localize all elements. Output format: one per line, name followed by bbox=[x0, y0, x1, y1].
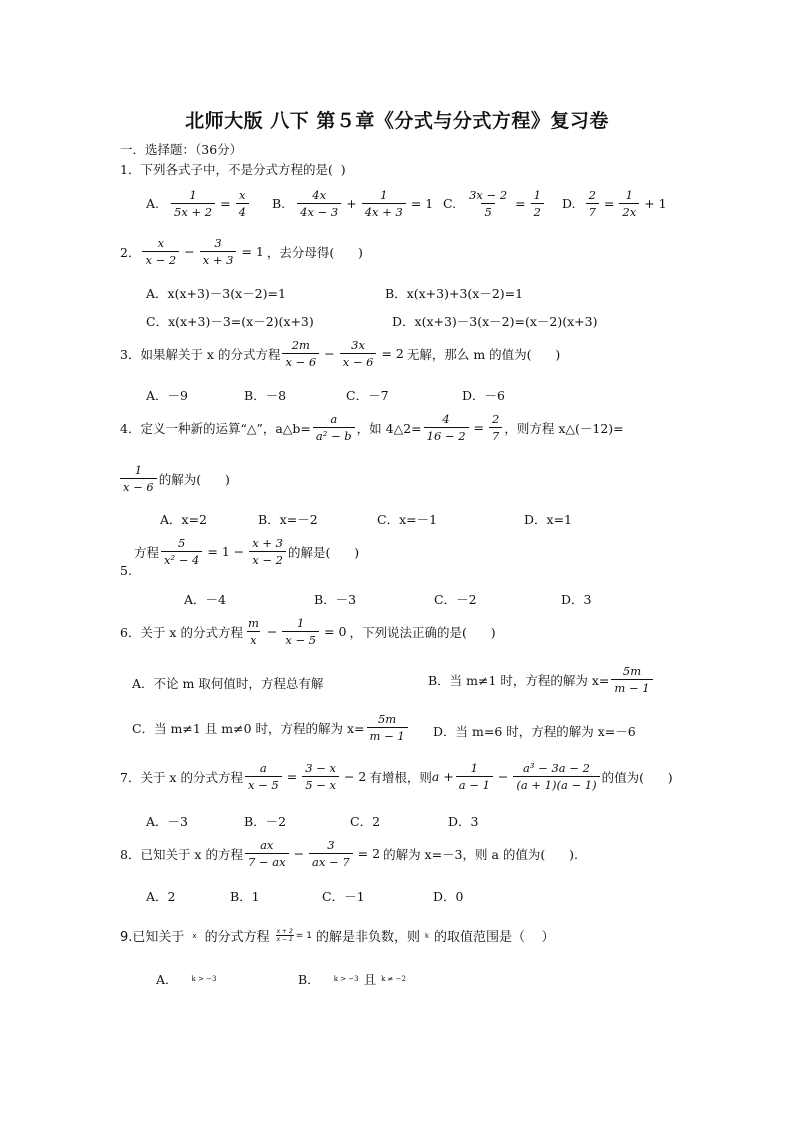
fraction: $\frac{2}{7}$ bbox=[586, 188, 599, 219]
question-7-stem: 7．关于 x 的分式方程 $\frac{a}{x - 5}$ = $\frac{3 - x}{5 - x}$ − 2 有增根，则 a + $\frac{1}{a - 1}$ − $\frac{\text{a³ − 3a − 2}}{(a + 1)(a - 1)}$ 的值为( ) bbox=[120, 761, 673, 792]
fraction: $\frac{2m}{x - 6}$ bbox=[282, 338, 319, 369]
fraction: $\frac{3x}{x - 6}$ bbox=[340, 338, 377, 369]
question-4-option-b: B．x=－2 bbox=[258, 512, 318, 527]
fraction: $\frac{1}{2x}$ bbox=[619, 188, 639, 219]
fraction: $\frac{4}{16 - 2}$ bbox=[424, 412, 469, 443]
question-7-option-d: D．3 bbox=[448, 814, 479, 829]
fraction: $\frac{x}{4}$ bbox=[236, 188, 249, 219]
fraction: $\frac{5m}{m - 1}$ bbox=[367, 712, 408, 743]
question-5-option-d: D．3 bbox=[561, 592, 592, 607]
question-7-option-c: C．2 bbox=[350, 814, 381, 829]
question-6-option-d: D．当 m=6 时，方程的解为 x=－6 bbox=[433, 724, 636, 739]
question-2-option-a: A．x(x+3)－3(x－2)=1 bbox=[146, 286, 286, 301]
question-5-number: 5. bbox=[120, 563, 132, 578]
fraction: $\frac{3}{x + 3}$ bbox=[200, 236, 237, 267]
fraction: $\frac{1}{2}$ bbox=[531, 188, 544, 219]
question-2-option-d: D．x(x+3)－3(x－2)=(x－2)(x+3) bbox=[392, 314, 598, 329]
question-3-option-d: D．－6 bbox=[462, 388, 505, 403]
question-4-option-a: A．x=2 bbox=[160, 512, 208, 527]
fraction: $\frac{a}{x - 5}$ bbox=[245, 761, 282, 792]
question-2-option-c: C．x(x+3)－3=(x－2)(x+3) bbox=[146, 314, 314, 329]
fraction: $\frac{1}{a - 1}$ bbox=[456, 761, 493, 792]
fraction: $\frac{3}{ax - 7}$ bbox=[309, 838, 353, 869]
fraction: $\frac{1}{x - 5}$ bbox=[282, 616, 319, 647]
fraction: $\frac{2}{7}$ bbox=[489, 412, 502, 443]
fraction: $\frac{m}{x}$ bbox=[247, 616, 259, 647]
fraction: $\frac{3 - x}{5 - x}$ bbox=[302, 761, 339, 792]
question-9-stem: 9.已知关于 x 的分式方程 $\frac{x + 2}{x - 1}$ = 1 的解是非负数，则 k 的取值范围是（ ） bbox=[120, 928, 555, 945]
question-8-option-a: A．2 bbox=[146, 889, 176, 904]
question-3-option-a: A．－9 bbox=[146, 388, 188, 403]
fraction: $\frac{\text{a³ − 3a − 2}}{(a + 1)(a - 1)}$ bbox=[513, 761, 599, 792]
question-3-stem: 3．如果解关于 x 的分式方程 $\frac{2m}{x - 6}$ − $\frac{3x}{x - 6}$ = 2 无解，那么 m 的值为( ) bbox=[120, 338, 561, 369]
fraction: $\frac{a}{\text{a² − b}}$ bbox=[313, 412, 355, 443]
page-title: 北师大版 八下 第５章《分式与分式方程》复习卷 bbox=[185, 110, 609, 132]
question-8-option-d: D．0 bbox=[433, 889, 464, 904]
question-9-option-b: B． k > −3 且 k ≠ −2 bbox=[298, 972, 406, 987]
fraction: $\frac{x + 3}{x - 2}$ bbox=[249, 536, 286, 567]
question-5-option-c: C．－2 bbox=[434, 592, 477, 607]
question-1-option-d: D. $\frac{2}{7}$ = $\frac{1}{2x}$ + 1 bbox=[562, 188, 667, 219]
question-8-option-c: C．－1 bbox=[322, 889, 365, 904]
question-3-option-b: B．－8 bbox=[244, 388, 287, 403]
fraction: $\frac{3x - 2}{5}$ bbox=[469, 188, 508, 219]
question-6-option-c: C．当 m≠1 且 m≠0 时，方程的解为 x= $\frac{5m}{m - 1}$ bbox=[132, 712, 410, 743]
question-1-option-c: C. $\frac{3x - 2}{5}$ = $\frac{1}{2}$ bbox=[443, 188, 546, 219]
fraction: $\frac{5}{\text{x² − 4}}$ bbox=[161, 536, 202, 567]
fraction: $\frac{4x}{4x - 3}$ bbox=[297, 188, 341, 219]
question-1-option-b: B. $\frac{4x}{4x - 3}$ + $\frac{1}{4x + 3}$ = 1 bbox=[272, 188, 434, 219]
question-5-stem: 方程 $\frac{5}{\text{x² − 4}}$ = 1 − $\frac{x + 3}{x - 2}$ 的解是( ) bbox=[134, 536, 360, 567]
fraction: $\frac{ax}{7 - ax}$ bbox=[245, 838, 289, 869]
question-6-option-a: A．不论 m 取何值时，方程总有解 bbox=[132, 676, 324, 691]
question-7-option-a: A．－3 bbox=[146, 814, 188, 829]
question-4-stem-line2: $\frac{1}{x - 6}$ 的解为( ) bbox=[120, 463, 230, 494]
question-2-option-b: B．x(x+3)+3(x－2)=1 bbox=[385, 286, 524, 301]
question-4-option-d: D．x=1 bbox=[524, 512, 572, 527]
fraction: $\frac{1}{5x + 2}$ bbox=[171, 188, 215, 219]
fraction: $\frac{1}{4x + 3}$ bbox=[362, 188, 406, 219]
question-6-stem: 6．关于 x 的分式方程 $\frac{m}{x}$ − $\frac{1}{x - 5}$ = 0 ，下列说法正确的是( ) bbox=[120, 616, 496, 647]
question-1-stem: 1．下列各式子中，不是分式方程的是( ) bbox=[120, 162, 346, 177]
fraction: $\frac{x + 2}{x - 1}$ bbox=[276, 928, 293, 943]
question-5-option-b: B．－3 bbox=[314, 592, 357, 607]
question-7-option-b: B．－2 bbox=[244, 814, 287, 829]
fraction: $\frac{1}{x - 6}$ bbox=[120, 463, 157, 494]
fraction: $\frac{5m}{m - 1}$ bbox=[611, 664, 652, 695]
question-8-stem: 8．已知关于 x 的方程 $\frac{ax}{7 - ax}$ − $\frac{3}{ax - 7}$ = 2 的解为 x=－3，则 a 的值为( ). bbox=[120, 838, 578, 869]
question-4-stem: 4．定义一种新的运算“△”，a△b= $\frac{a}{\text{a² − b}}$ ，如 4△2= $\frac{4}{16 - 2}$ = $\frac{2}{7}$ ，则方程 x△(－12)= bbox=[120, 412, 624, 443]
question-9-option-a: A． k > −3 bbox=[156, 972, 217, 987]
section-heading: 一．选择题：（36分） bbox=[120, 142, 243, 157]
question-8-option-b: B．1 bbox=[230, 889, 260, 904]
question-4-option-c: C．x=－1 bbox=[377, 512, 438, 527]
question-5-option-a: A．－4 bbox=[184, 592, 226, 607]
question-2-stem: 2． $\frac{x}{x - 2}$ − $\frac{3}{x + 3}$ = 1 ，去分母得( ) bbox=[120, 236, 363, 267]
question-6-option-b: B．当 m≠1 时，方程的解为 x= $\frac{5m}{m - 1}$ bbox=[428, 664, 655, 695]
question-1-option-a: A. $\frac{1}{5x + 2}$ = $\frac{x}{4}$ bbox=[146, 188, 251, 219]
question-3-option-c: C．－7 bbox=[346, 388, 389, 403]
fraction: $\frac{x}{x - 2}$ bbox=[142, 236, 179, 267]
